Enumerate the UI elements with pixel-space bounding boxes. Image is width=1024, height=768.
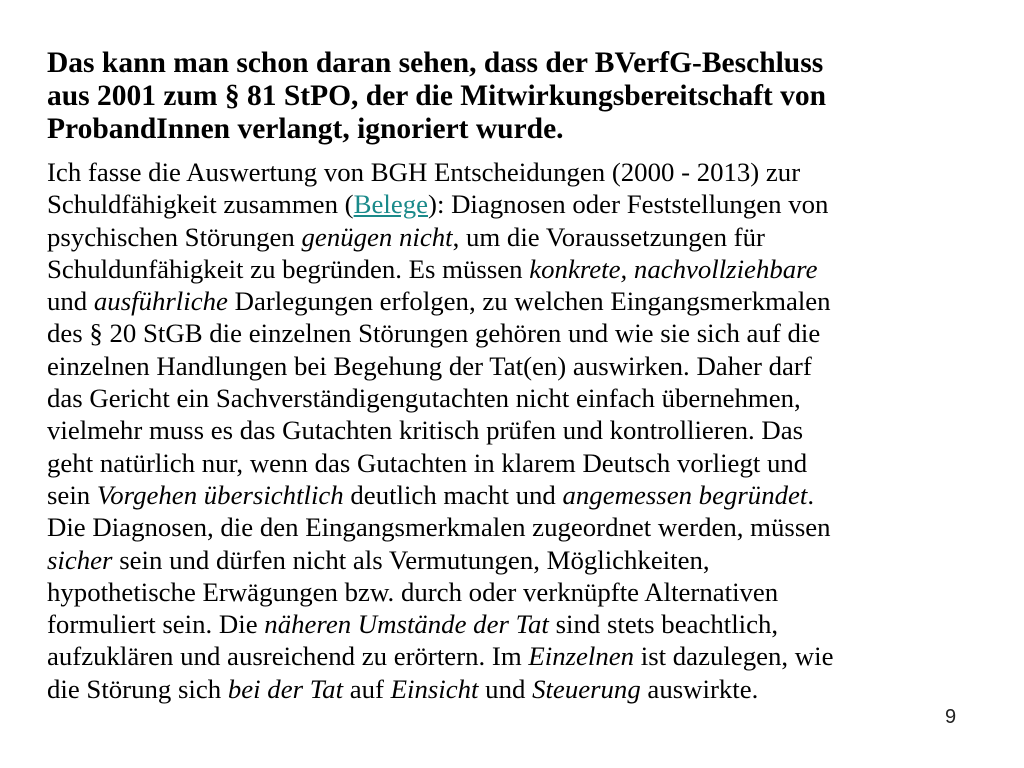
body-text: auswirkte. <box>640 673 759 704</box>
body-text: Schuldfähigkeit zusammen ( <box>47 189 354 220</box>
body-text: Schuldunfähigkeit zu begründen. Es müssen <box>47 253 530 284</box>
body-line <box>47 511 977 543</box>
heading-line: ProbandInnen verlangt, ignoriert wurde. <box>47 113 564 145</box>
body-line <box>47 640 977 672</box>
emphasis-text: genügen nicht <box>301 221 453 252</box>
body-text: und <box>47 286 94 317</box>
body-line <box>47 221 977 253</box>
body-line <box>47 156 977 188</box>
emphasis-text: angemessen begründet <box>562 479 808 510</box>
body-line <box>47 350 977 382</box>
emphasis-text: Einsicht <box>390 673 479 704</box>
body-text: einzelnen Handlungen bei Begehung der Tat(en) auswirken. Daher darf <box>47 350 812 381</box>
body-line <box>47 544 977 576</box>
belege-link[interactable]: Belege <box>353 189 429 220</box>
heading-line: aus 2001 zum § 81 StPO, der die Mitwirkungsbereitschaft von <box>47 80 827 112</box>
body-text: vielmehr muss es das Gutachten kritisch prüfen und kontrollieren. Das <box>47 415 804 446</box>
body-text: Darlegungen erfolgen, zu welchen Eingangsmerkmalen <box>227 286 831 317</box>
body-text: . <box>807 479 815 510</box>
body-line <box>47 479 977 511</box>
body-text: hypothetische Erwägungen bzw. durch oder verknüpfte Alternativen <box>47 576 779 607</box>
body-text: ): Diagnosen oder Feststellungen von <box>428 189 829 220</box>
emphasis-text: bei der Tat <box>227 673 344 704</box>
body-text: sein und dürfen nicht als Vermutungen, Möglichkeiten, <box>112 544 710 575</box>
emphasis-text: Einzelnen <box>528 641 635 672</box>
body-text: formuliert sein. Die <box>47 609 265 640</box>
emphasis-text: konkrete, nachvollziehbare <box>529 253 818 284</box>
body-text: Die Diagnosen, die den Eingangsmerkmalen zugeordnet werden, müssen <box>47 512 831 543</box>
body-text: die Störung sich <box>47 673 228 704</box>
slide-heading <box>47 47 977 146</box>
body-text: ist dazulegen, wie <box>634 641 834 672</box>
body-line <box>47 447 977 479</box>
body-text: sind stets beachtlich, <box>548 609 779 640</box>
emphasis-text: Steuerung <box>532 673 641 704</box>
body-text: , um die Voraussetzungen für <box>452 221 765 252</box>
body-text: Ich fasse die Auswertung von BGH Entscheidungen (2000 - 2013) zur <box>47 157 801 187</box>
body-text: psychischen Störungen <box>47 221 302 252</box>
body-text: des § 20 StGB die einzelnen Störungen gehören und wie sie sich auf die <box>47 318 821 349</box>
body-text: deutlich macht und <box>343 479 563 510</box>
body-line <box>47 188 977 220</box>
body-line <box>47 317 977 349</box>
emphasis-text: sicher <box>47 544 113 575</box>
emphasis-text: Vorgehen übersichtlich <box>96 479 344 510</box>
body-text: geht natürlich nur, wenn das Gutachten in klarem Deutsch vorliegt und <box>47 447 808 478</box>
emphasis-text: ausführliche <box>93 286 228 317</box>
body-text: auf <box>343 673 391 704</box>
body-text: das Gericht ein Sachverständigengutachten nicht einfach übernehmen, <box>47 383 801 414</box>
body-line <box>47 382 977 414</box>
body-line <box>47 673 977 705</box>
emphasis-text: näheren Umstände der Tat <box>264 609 549 640</box>
body-text: aufzuklären und ausreichend zu erörtern. Im <box>47 641 529 672</box>
body-line <box>47 414 977 446</box>
body-text: sein <box>47 479 97 510</box>
slide-number: 9 <box>945 706 957 728</box>
heading-line: Das kann man schon daran sehen, dass der BVerfG-Beschluss <box>47 47 824 79</box>
body-line <box>47 285 977 317</box>
body-line <box>47 253 977 285</box>
body-line <box>47 576 977 608</box>
body-line <box>47 608 977 640</box>
body-text: und <box>478 673 533 704</box>
body-paragraph <box>47 156 977 705</box>
